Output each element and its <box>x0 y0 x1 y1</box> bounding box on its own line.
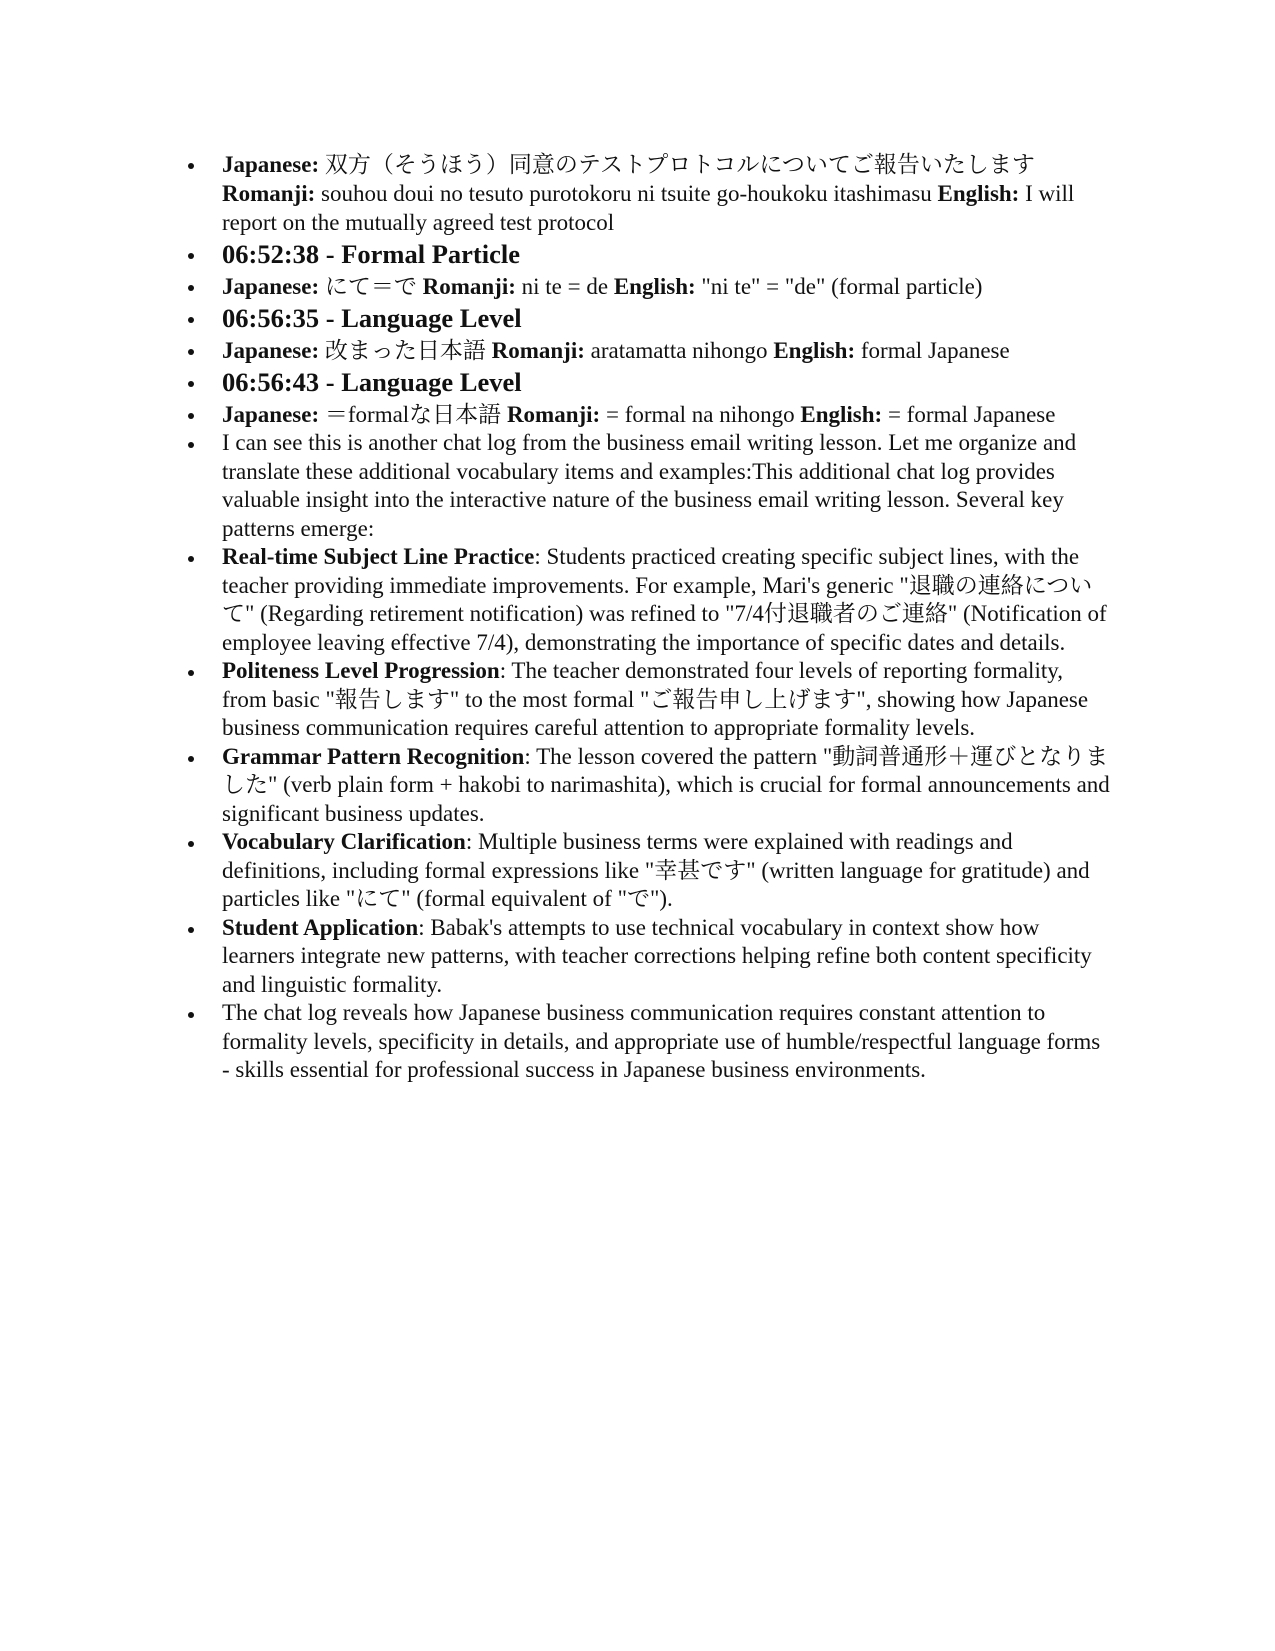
key-pattern-item <box>222 657 1112 743</box>
key-pattern-title: Real-time Subject Line Practice <box>222 544 535 569</box>
vocab-entry <box>222 400 1112 429</box>
key-pattern-body: : The lesson covered the pattern "動詞普通形＋運びとなりました" (verb plain form + hakobi to narimashita), which is crucial for formal announcements and significant business updates. <box>222 743 1110 826</box>
intro-paragraph: I can see this is another chat log from the business email writing lesson. Let me organize and translate these additional vocabulary items and examples:This additional chat log provides valuable insight into the interactive nature of the business email writing lesson. Several key patterns emerge: <box>222 429 1112 543</box>
conclusion-paragraph: The chat log reveals how Japanese business communication requires constant attention to formality levels, specificity in details, and appropriate use of humble/respectful language forms - skills essential for professional success in Japanese business environments. <box>222 999 1112 1085</box>
bullet-list <box>222 150 1112 1085</box>
key-pattern-title: Politeness Level Progression <box>222 658 500 683</box>
key-pattern-item <box>222 914 1112 1000</box>
english-label: English: <box>937 181 1020 206</box>
english-label: English: <box>773 338 856 363</box>
timestamp-heading: 06:52:38 - Formal Particle <box>222 237 1112 272</box>
japanese-text: にて＝で <box>324 274 417 299</box>
japanese-label: Japanese: <box>222 274 320 299</box>
key-pattern-body: : Students practiced creating specific subject lines, with the teacher providing immediate improvements. For example, Mari's generic "退職の連絡について" (Regarding retirement notification) was refined to "7/4付退職者のご連絡" (Notification of employee leaving effective 7/4), demonstrating the importance of specific dates and details. <box>222 544 1107 655</box>
vocab-entry <box>222 336 1112 365</box>
timestamp-heading: 06:56:43 - Language Level <box>222 365 1112 400</box>
vocab-entry <box>222 150 1112 237</box>
english-label: English: <box>800 402 883 427</box>
japanese-label: Japanese: <box>222 152 320 177</box>
key-pattern-body: : Multiple business terms were explained with readings and definitions, including formal expressions like "幸甚です" (written language for gratitude) and particles like "にて" (formal equivalent of "で"). <box>222 829 1090 911</box>
japanese-label: Japanese: <box>222 402 320 427</box>
english-text: formal Japanese <box>860 338 1010 363</box>
timestamp-heading: 06:56:35 - Language Level <box>222 301 1112 336</box>
japanese-text: ＝formalな日本語 <box>324 402 502 427</box>
key-pattern-item <box>222 743 1112 829</box>
romanji-text: aratamatta nihongo <box>590 338 768 363</box>
romanji-label: Romanji: <box>422 274 516 299</box>
english-text: "ni te" = "de" (formal particle) <box>701 274 983 299</box>
romanji-label: Romanji: <box>222 181 316 206</box>
romanji-text: souhou doui no tesuto purotokoru ni tsuite go-houkoku itashimasu <box>321 181 932 206</box>
japanese-text: 改まった日本語 <box>324 338 486 363</box>
key-pattern-title: Grammar Pattern Recognition <box>222 743 525 769</box>
japanese-text: 双方（そうほう）同意のテストプロトコルについてご報告いたします <box>324 152 1035 177</box>
english-label: English: <box>613 274 696 299</box>
key-pattern-item <box>222 828 1112 914</box>
key-pattern-item <box>222 543 1112 657</box>
japanese-label: Japanese: <box>222 338 320 363</box>
english-text: = formal Japanese <box>887 402 1056 427</box>
key-pattern-title: Vocabulary Clarification <box>222 829 466 854</box>
key-pattern-body: : Babak's attempts to use technical vocabulary in context show how learners integrate new patterns, with teacher corrections helping refine both content specificity and linguistic formality. <box>222 914 1092 997</box>
romanji-text: = formal na nihongo <box>605 402 795 427</box>
romanji-label: Romanji: <box>491 338 585 363</box>
key-pattern-body: : The teacher demonstrated four levels of reporting formality, from basic "報告します" to the most formal "ご報告申し上げます", showing how Japanese business communication requires careful attention to appropriate formality levels. <box>222 658 1089 740</box>
vocab-entry <box>222 272 1112 301</box>
english-text: I will report on the mutually agreed test protocol <box>222 181 1075 235</box>
key-pattern-title: Student Application <box>222 914 419 940</box>
romanji-text: ni te = de <box>521 274 609 299</box>
romanji-label: Romanji: <box>506 402 601 427</box>
